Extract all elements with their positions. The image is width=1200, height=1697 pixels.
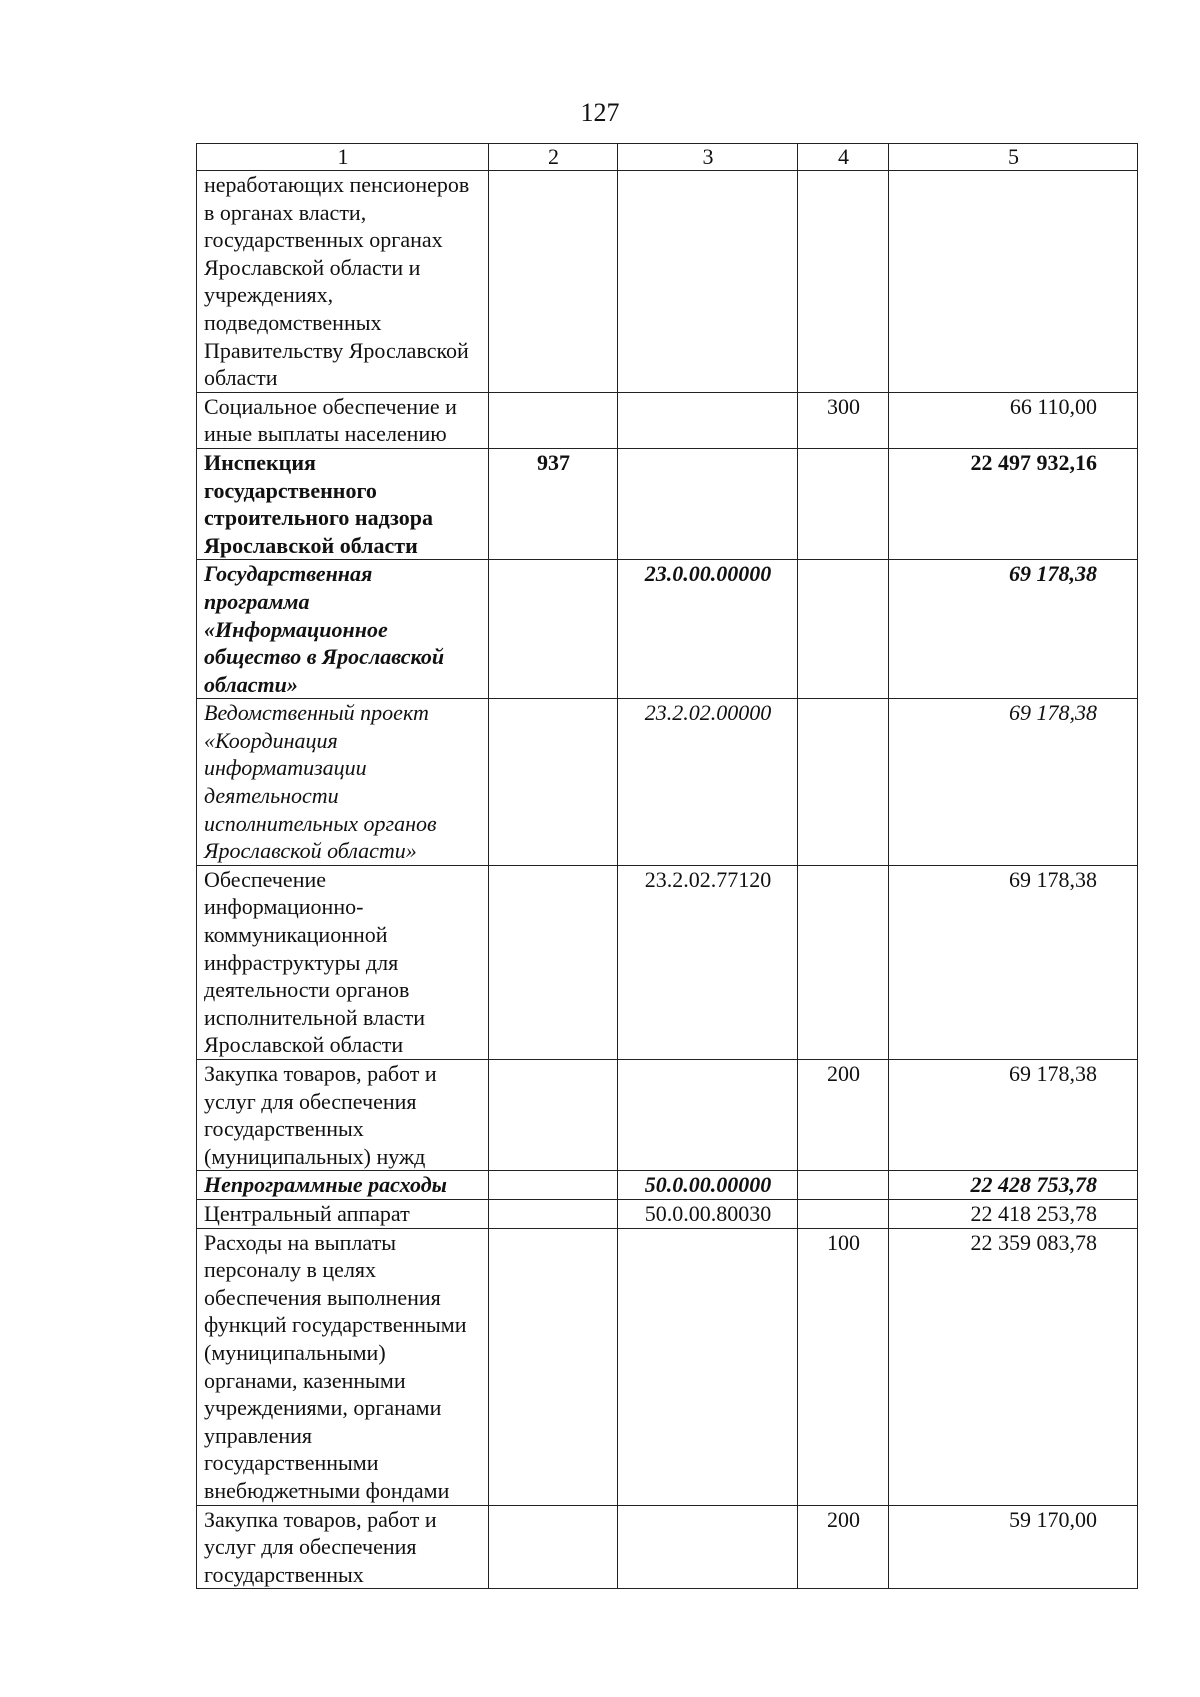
row-code-cell: 937 (489, 448, 618, 559)
row-target-article-cell (618, 1228, 798, 1505)
row-code-cell (489, 1060, 618, 1171)
row-expense-type-cell (798, 1199, 889, 1228)
row-name-cell: Инспекция государственного строительного надзора Ярославской области (197, 448, 489, 559)
row-expense-type-cell (798, 865, 889, 1059)
row-target-article-cell (618, 392, 798, 448)
row-amount-cell: 22 418 253,78 (889, 1199, 1138, 1228)
row-target-article-cell (618, 448, 798, 559)
row-amount-cell: 22 359 083,78 (889, 1228, 1138, 1505)
table-row (197, 1171, 1138, 1200)
row-expense-type-cell: 300 (798, 392, 889, 448)
row-target-article-cell (618, 1505, 798, 1589)
column-header-2: 2 (489, 144, 618, 171)
row-target-article-cell: 23.2.02.77120 (618, 865, 798, 1059)
table-row (197, 1199, 1138, 1228)
table-row (197, 171, 1138, 393)
row-name-cell: Непрограммные расходы (197, 1171, 489, 1200)
row-name-cell: неработающих пенсионеров в органах власти, государственных органах Ярославской области и учреждениях, подведомственных Правительству Ярославской области (197, 171, 489, 393)
row-code-cell (489, 171, 618, 393)
page-number: 127 (580, 98, 620, 127)
row-expense-type-cell (798, 1171, 889, 1200)
row-name-cell: Закупка товаров, работ и услуг для обеспечения государственных (муниципальных) нужд (197, 1060, 489, 1171)
row-expense-type-cell (798, 448, 889, 559)
column-header-4: 4 (798, 144, 889, 171)
row-amount-cell: 69 178,38 (889, 699, 1138, 866)
row-name-cell: Социальное обеспечение и иные выплаты населению (197, 392, 489, 448)
budget-table (196, 143, 1138, 1589)
row-target-article-cell: 23.2.02.00000 (618, 699, 798, 866)
row-amount-cell: 22 428 753,78 (889, 1171, 1138, 1200)
table-row (197, 560, 1138, 699)
column-header-3: 3 (618, 144, 798, 171)
row-target-article-cell: 50.0.00.00000 (618, 1171, 798, 1200)
row-amount-cell: 22 497 932,16 (889, 448, 1138, 559)
row-name-cell: Обеспечение информационно-коммуникационной инфраструктуры для деятельности органов исполнительной власти Ярославской области (197, 865, 489, 1059)
row-expense-type-cell (798, 699, 889, 866)
table-row (197, 448, 1138, 559)
row-code-cell (489, 699, 618, 866)
row-target-article-cell (618, 1060, 798, 1171)
row-amount-cell: 66 110,00 (889, 392, 1138, 448)
row-code-cell (489, 865, 618, 1059)
row-target-article-cell: 23.0.00.00000 (618, 560, 798, 699)
row-expense-type-cell: 200 (798, 1505, 889, 1589)
row-expense-type-cell (798, 560, 889, 699)
row-amount-cell: 59 170,00 (889, 1505, 1138, 1589)
row-amount-cell: 69 178,38 (889, 865, 1138, 1059)
row-expense-type-cell: 200 (798, 1060, 889, 1171)
row-name-cell: Расходы на выплаты персоналу в целях обеспечения выполнения функций государственными (муниципальными) органами, казенными учреждениями, органами управления государственными внебюджетными фондами (197, 1228, 489, 1505)
row-code-cell (489, 1171, 618, 1200)
table-header-row (197, 144, 1138, 171)
row-code-cell (489, 1505, 618, 1589)
column-header-5: 5 (889, 144, 1138, 171)
table-row (197, 1228, 1138, 1505)
column-header-1: 1 (197, 144, 489, 171)
row-name-cell: Закупка товаров, работ и услуг для обеспечения государственных (197, 1505, 489, 1589)
row-expense-type-cell: 100 (798, 1228, 889, 1505)
row-code-cell (489, 1199, 618, 1228)
row-amount-cell: 69 178,38 (889, 1060, 1138, 1171)
table-row (197, 1060, 1138, 1171)
row-code-cell (489, 560, 618, 699)
table-row (197, 699, 1138, 866)
row-amount-cell: 69 178,38 (889, 560, 1138, 699)
table-row (197, 865, 1138, 1059)
row-amount-cell (889, 171, 1138, 393)
row-name-cell: Ведомственный проект «Координация информатизации деятельности исполнительных органов Ярославской области» (197, 699, 489, 866)
row-target-article-cell (618, 171, 798, 393)
row-expense-type-cell (798, 171, 889, 393)
table-row (197, 1505, 1138, 1589)
row-target-article-cell: 50.0.00.80030 (618, 1199, 798, 1228)
row-name-cell: Центральный аппарат (197, 1199, 489, 1228)
row-name-cell: Государственная программа «Информационное общество в Ярославской области» (197, 560, 489, 699)
row-code-cell (489, 1228, 618, 1505)
table-row (197, 392, 1138, 448)
row-code-cell (489, 392, 618, 448)
